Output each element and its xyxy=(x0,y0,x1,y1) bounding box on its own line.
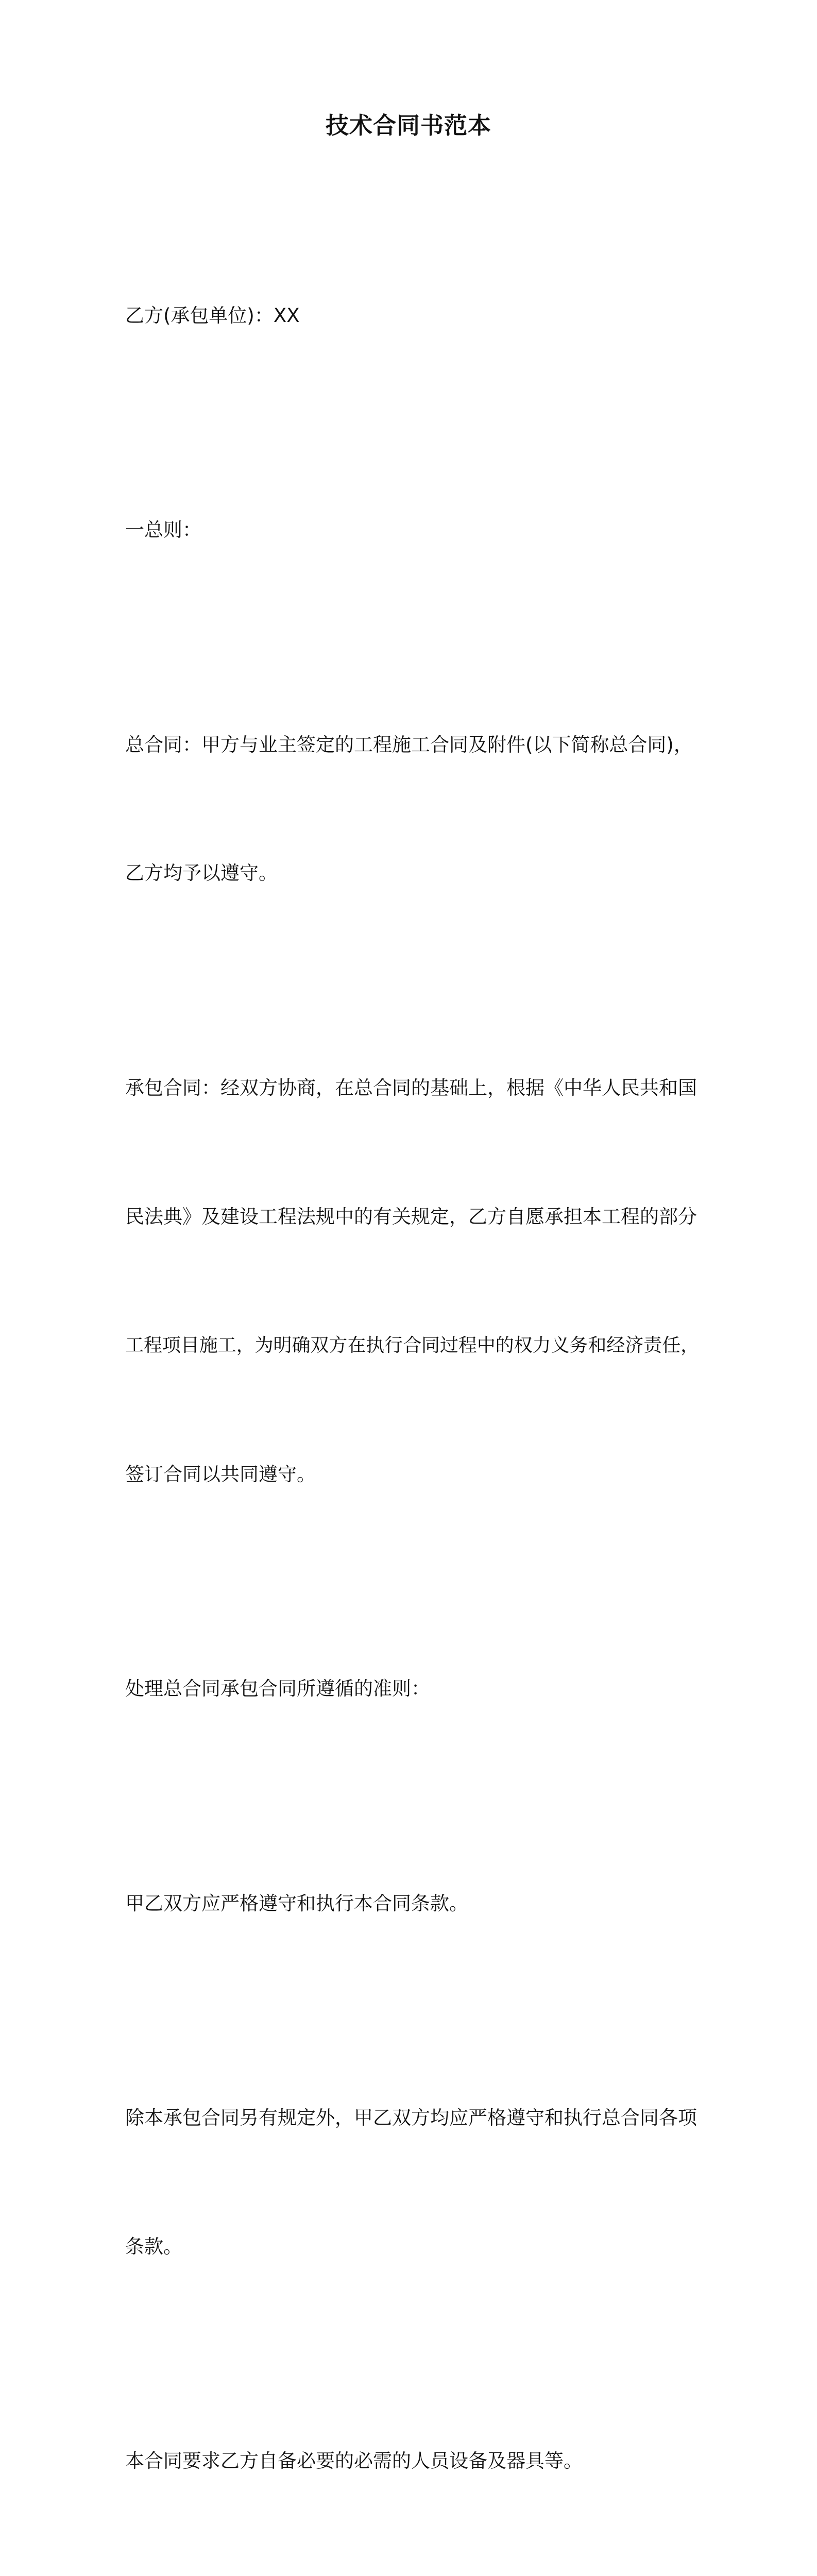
paragraph-principle-1 xyxy=(125,1796,702,2010)
text-line: 处理总合同承包合同所遵循的准则： xyxy=(125,1677,430,1700)
text-line: 条款。 xyxy=(125,2235,182,2258)
text-line: 一总则： xyxy=(125,519,201,541)
text-line: 本合同要求乙方自备必要的必需的人员设备及器具等。 xyxy=(125,2450,583,2472)
paragraph-principle-4 xyxy=(125,2568,702,2576)
text-line: 签订合同以共同遵守。 xyxy=(125,1463,316,1485)
text-line: 除本承包合同另有规定外，甲乙双方均应严格遵守和执行总合同各项 xyxy=(125,2107,697,2129)
paragraph-section-1-heading xyxy=(125,422,702,637)
text-line: 民法典》及建设工程法规中的有关规定，乙方自愿承担本工程的部分 xyxy=(125,1205,697,1228)
text-line: 甲乙双方应严格遵守和执行本合同条款。 xyxy=(125,1892,468,1914)
paragraph-general-contract xyxy=(125,637,702,980)
document-body xyxy=(125,208,702,2576)
text-line: 总合同：甲方与业主签定的工程施工合同及附件(以下简称总合同)， xyxy=(125,733,693,756)
document-title: 技术合同书范本 xyxy=(325,112,491,139)
text-line: 承包合同：经双方协商，在总合同的基础上，根据《中华人民共和国 xyxy=(125,1076,697,1099)
paragraph-subcontract xyxy=(125,980,702,1581)
paragraph-principle-3 xyxy=(125,2354,702,2568)
text-line: 乙方(承包单位)：XX xyxy=(125,304,300,327)
text-line: 乙方均予以遵守。 xyxy=(125,862,278,885)
paragraph-principles-heading xyxy=(125,1582,702,1796)
text-line: 工程项目施工，为明确双方在执行合同过程中的权力义务和经济责任， xyxy=(125,1334,700,1356)
paragraph-party-b xyxy=(125,208,702,422)
paragraph-principle-2 xyxy=(125,2010,702,2353)
